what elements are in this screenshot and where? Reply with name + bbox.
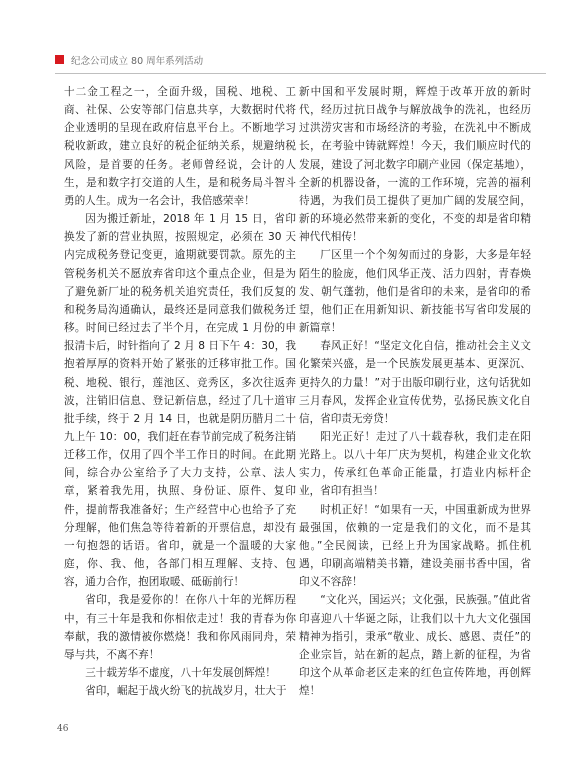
paragraph: 十二金工程之一，全面升级，国税、地税、工商、社保、公安等部门信息共享，大数据时代将企业透明的呈现在政府信息平台上。不断地学习税收新政，建立良好的税企征纳关系，规避纳税风险，是首要的任务。老师曾经说，会计的人生，是和数字打交道的人生，是和税务局斗智斗勇的人生。成为一名会计，我倍感荣幸！ [64, 86, 296, 207]
header-divider [55, 73, 546, 74]
paragraph: 时机正好！“如果有一天，中国重新成为世界最强国，依赖的一定是我们的文化，而不是其他。”全民阅读，已经上升为国家战略。抓住机遇，印刷高端精美书籍，建设美丽书香中国，省印义不容辞！ [299, 503, 531, 589]
paragraph: 厂区里一个个匆匆而过的身影，大多是年轻陌生的脸庞，他们风华正茂、活力四射，青春焕发、朝气蓬勃，他们是省印的未来，是省印的希望，他们正在用新知识、新技能书写省印发展的新篇章！ [299, 249, 531, 335]
paragraph: 春风正好！“坚定文化自信，推动社会主义文化繁荣兴盛，是一个民族发展更基本、更深沉、更持久的力量！”对于出版印刷行业，这句话犹如三月春风，发挥企业宣传优势，弘扬民族文化自信，省印责无旁贷！ [299, 340, 531, 425]
paragraph: 新中国和平发展时期，辉煌于改革开放的新时代，经历过抗日战争与解放战争的洗礼，也经历过洪涝灾害和市场经济的考验，在洗礼中不断成长，在考验中铸就辉煌！今天，我们顺应时代的发展，建设了河北数字印刷产业园（保定基地），全新的机器设备，一流的工作环境，完善的福利待遇，为我们员工提供了更加广阔的发展空间，新的环境必然带来新的变化，不变的却是省印精神代代相传！ [299, 86, 531, 244]
header-title: 纪念公司成立 80 周年系列活动 [71, 56, 204, 67]
header-red-square-icon [55, 55, 64, 64]
paragraph: 三十载芳华不虚度，八十年发展创辉煌！ [85, 667, 276, 679]
paragraph: 阳光正好！走过了八十载春秋，我们走在阳光路上。以八十年厂庆为契机，构建企业文化软实力，传承红色革命正能量，打造业内标杆企业，省印有担当！ [299, 430, 531, 498]
paragraph: 省印，崛起于战火纷飞的抗战岁月，壮大于 [85, 685, 287, 698]
page-header [55, 54, 546, 68]
page-number: 46 [57, 724, 69, 734]
left-column [64, 83, 296, 700]
right-column [299, 83, 531, 700]
paragraph: “文化兴，国运兴；文化强，民族强。”值此省印喜迎八十华诞之际，让我们以十九大文化强国精神为指引，秉承“敬业、成长、感恩、责任”的企业宗旨，站在新的起点，踏上新的征程，为省印这个从革命老区走来的红色宣传阵地，再创辉煌！ [299, 594, 531, 698]
paragraph: 省印，我是爱你的！在你八十年的光辉历程中，有三十年是我和你相依走过！我的青春为你奉献，我的激情被你燃烧！我和你风雨同舟，荣辱与共，不离不弃！ [64, 594, 296, 661]
paragraph: 因为搬迁新址，2018 年 1 月 15 日，省印换发了新的营业执照，按照规定，必须在 30 天内完成税务登记变更，逾期就要罚款。原先的主管税务机关不愿放弃省印这个重点企业，但是为了避免新厂址的税务机关追究责任，我们反复的和税务局沟通确认，最终还是同意我们做税务迁移。时间已经过去了半个月，在完成 1 月份的申报清卡后，时针指向了 2 月 8 日下午 4：30，我抱着厚厚的资料开始了紧张的迁移审批工作。国税、地税、银行，莲池区、竞秀区，多次往返奔波，注销旧信息、登记新信息，经过了几十道审批手续，终于 2 月 14 日，也就是阴历腊月二十九上午 10：00，我们赶在春节前完成了税务注销迁移工作，仅用了四个半工作日的时间。在此期间，综合办公室给予了大力支持，公章、法人章，紧着我先用，执照、身份证、原件、复印件，提前帮我准备好；生产经营中心也给予了充分理解，他们焦急等待着新的开票信息，却没有一句抱怨的话语。省印，就是一个温暖的大家庭，你、我、他，各部门相互理解、支持、包容，通力合作，抱团取暖、砥砺前行！ [64, 213, 296, 589]
